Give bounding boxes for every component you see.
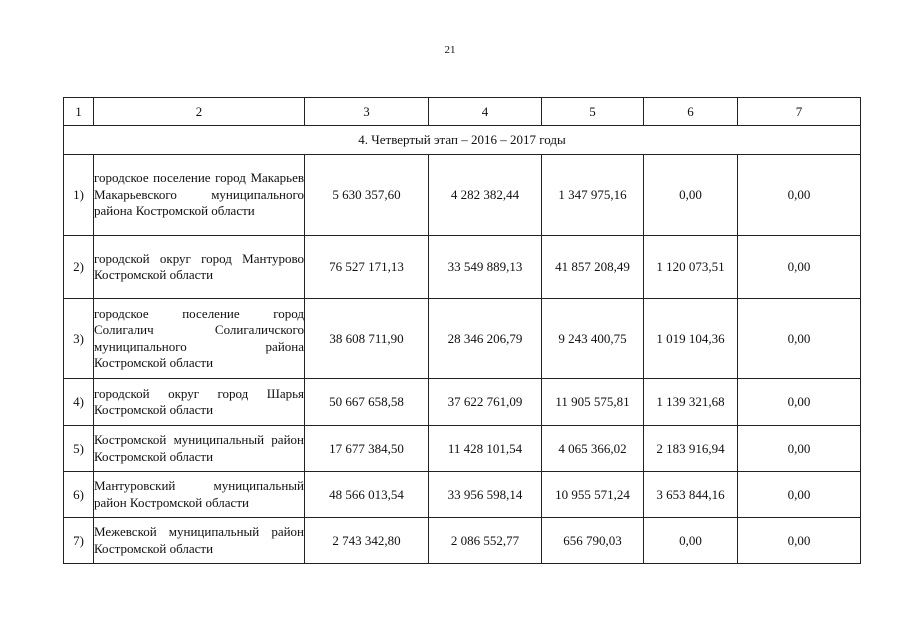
- cell-col3: 48 566 013,54: [305, 472, 429, 518]
- table-row: [64, 518, 861, 564]
- municipality-name: городской округ город Мантурово Костромской области: [94, 236, 305, 299]
- cell-col5: 4 065 366,02: [542, 426, 644, 472]
- cell-col6: 0,00: [644, 155, 738, 236]
- table-row: [64, 299, 861, 379]
- cell-col7: 0,00: [738, 518, 861, 564]
- table-row: [64, 236, 861, 299]
- cell-col4: 28 346 206,79: [429, 299, 542, 379]
- cell-col4: 37 622 761,09: [429, 379, 542, 426]
- row-number: 5): [64, 426, 94, 472]
- row-number: 7): [64, 518, 94, 564]
- municipality-name: Мантуровский муниципальный район Костромской области: [94, 472, 305, 518]
- row-number: 6): [64, 472, 94, 518]
- cell-col4: 11 428 101,54: [429, 426, 542, 472]
- cell-col6: 3 653 844,16: [644, 472, 738, 518]
- cell-col5: 41 857 208,49: [542, 236, 644, 299]
- cell-col7: 0,00: [738, 379, 861, 426]
- cell-col6: 2 183 916,94: [644, 426, 738, 472]
- cell-col3: 5 630 357,60: [305, 155, 429, 236]
- cell-col7: 0,00: [738, 236, 861, 299]
- header-row: [64, 98, 861, 126]
- row-number: 1): [64, 155, 94, 236]
- column-header: 1: [64, 98, 94, 126]
- municipality-name: Межевской муниципальный район Костромской области: [94, 518, 305, 564]
- table-row: [64, 155, 861, 236]
- cell-col4: 33 956 598,14: [429, 472, 542, 518]
- municipality-name: городское поселение город Солигалич Солигаличского муниципального района Костромской области: [94, 299, 305, 379]
- data-table: [63, 97, 861, 564]
- cell-col6: 1 120 073,51: [644, 236, 738, 299]
- table-row: [64, 379, 861, 426]
- cell-col4: 4 282 382,44: [429, 155, 542, 236]
- municipality-name: Костромской муниципальный район Костромской области: [94, 426, 305, 472]
- column-header: 5: [542, 98, 644, 126]
- stage-title: 4. Четвертый этап – 2016 – 2017 годы: [64, 126, 861, 155]
- cell-col7: 0,00: [738, 299, 861, 379]
- column-header: 7: [738, 98, 861, 126]
- cell-col6: 0,00: [644, 518, 738, 564]
- cell-col7: 0,00: [738, 472, 861, 518]
- page-number: 21: [444, 44, 456, 56]
- cell-col5: 656 790,03: [542, 518, 644, 564]
- column-header: 4: [429, 98, 542, 126]
- row-number: 3): [64, 299, 94, 379]
- cell-col6: 1 019 104,36: [644, 299, 738, 379]
- cell-col5: 11 905 575,81: [542, 379, 644, 426]
- cell-col4: 33 549 889,13: [429, 236, 542, 299]
- row-number: 4): [64, 379, 94, 426]
- stage-row: [64, 126, 861, 155]
- column-header: 6: [644, 98, 738, 126]
- cell-col3: 50 667 658,58: [305, 379, 429, 426]
- municipality-name: городской округ город Шарья Костромской области: [94, 379, 305, 426]
- cell-col3: 38 608 711,90: [305, 299, 429, 379]
- cell-col5: 10 955 571,24: [542, 472, 644, 518]
- cell-col3: 76 527 171,13: [305, 236, 429, 299]
- cell-col3: 2 743 342,80: [305, 518, 429, 564]
- cell-col3: 17 677 384,50: [305, 426, 429, 472]
- cell-col5: 1 347 975,16: [542, 155, 644, 236]
- column-header: 3: [305, 98, 429, 126]
- row-number: 2): [64, 236, 94, 299]
- table-row: [64, 472, 861, 518]
- municipality-name: городское поселение город Макарьев Макарьевского муниципального района Костромской области: [94, 155, 305, 236]
- column-header: 2: [94, 98, 305, 126]
- cell-col6: 1 139 321,68: [644, 379, 738, 426]
- cell-col5: 9 243 400,75: [542, 299, 644, 379]
- cell-col7: 0,00: [738, 426, 861, 472]
- cell-col7: 0,00: [738, 155, 861, 236]
- table-row: [64, 426, 861, 472]
- cell-col4: 2 086 552,77: [429, 518, 542, 564]
